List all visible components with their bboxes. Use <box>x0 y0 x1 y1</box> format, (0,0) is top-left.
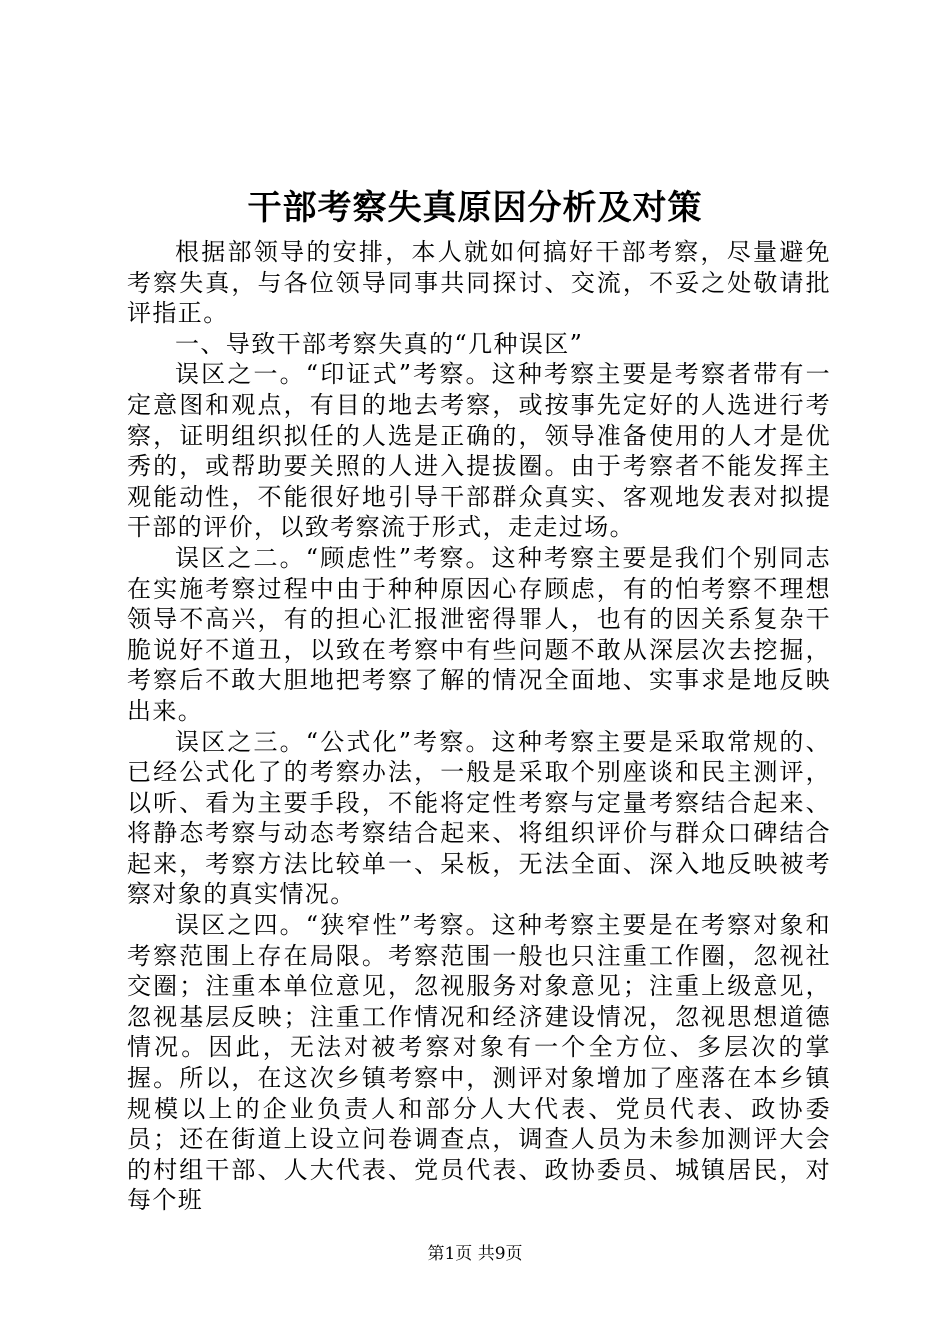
paragraph-misconception-1: 误区之一。“印证式”考察。这种考察主要是考察者带有一定意图和观点，有目的地去考察，或按事先定好的人选进行考察，证明组织拟任的人选是正确的，领导准备使用的人才是优秀的，或帮助要关照的人进入提拔圈。由于考察者不能发挥主观能动性，不能很好地引导干部群众真实、客观地发表对拟提干部的评价，以致考察流于形式，走走过场。 <box>127 360 831 542</box>
paragraph-misconception-4: 误区之四。“狭窄性”考察。这种考察主要是在考察对象和考察范围上存在局限。考察范围一般也只注重工作圈，忽视社交圈；注重本单位意见，忽视服务对象意见；注重上级意见，忽视基层反映；注重工作情况和经济建设情况，忽视思想道德情况。因此，无法对被考察对象有一个全方位、多层次的掌握。所以，在这次乡镇考察中，测评对象增加了座落在本乡镇规模以上的企业负责人和部分人大代表、党员代表、政协委员；还在街道上设立问卷调查点，调查人员为未参加测评大会的村组干部、人大代表、党员代表、政协委员、城镇居民，对每个班 <box>127 911 831 1215</box>
page-number: 第1页 <box>427 1244 473 1264</box>
section-heading: 一、导致干部考察失真的“几种误区” <box>175 329 584 358</box>
paragraph-misconception-2: 误区之二。“顾虑性”考察。这种考察主要是我们个别同志在实施考察过程中由于种种原因心存顾虑，有的怕考察不理想领导不高兴，有的担心汇报泄密得罪人，也有的因关系复杂干脆说好不道丑，以致在考察中有些问题不敢从深层次去挖掘，考察后不敢大胆地把考察了解的情况全面地、实事求是地反映出来。 <box>127 543 831 725</box>
paragraph-misconception-3: 误区之三。“公式化”考察。这种考察主要是采取常规的、已经公式化了的考察办法，一般是采取个别座谈和民主测评，以听、看为主要手段，不能将定性考察与定量考察结合起来、将静态考察与动态考察结合起来、将组织评价与群众口碑结合起来，考察方法比较单一、呆板，无法全面、深入地反映被考察对象的真实情况。 <box>127 727 831 909</box>
page-footer <box>0 1242 950 1266</box>
page-total: 共9页 <box>477 1244 523 1264</box>
intro-paragraph: 根据部领导的安排，本人就如何搞好干部考察，尽量避免考察失真，与各位领导同事共同探讨、交流，不妥之处敬请批评指正。 <box>127 238 831 328</box>
document-body <box>127 237 831 1216</box>
document-title: 干部考察失真原因分析及对策 <box>247 188 703 228</box>
